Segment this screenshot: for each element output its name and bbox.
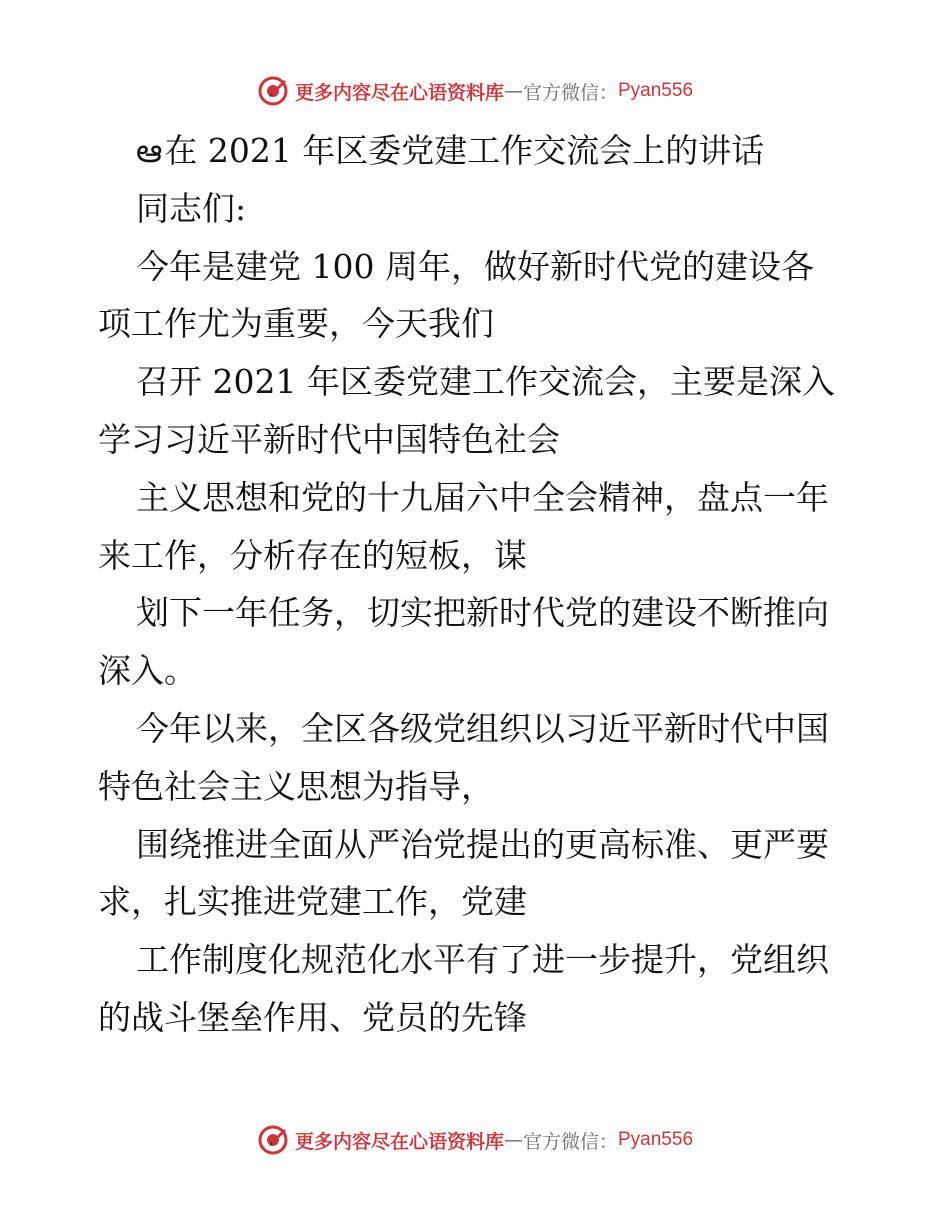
- paragraph-line: 今年是建党 100 周年，做好新时代党的建设各: [136, 246, 814, 286]
- paragraph-line: 划下一年任务，切实把新时代党的建设不断推向: [136, 593, 829, 633]
- paragraph-line: 来工作，分析存在的短板，谋: [98, 535, 527, 575]
- paragraph-line: 召开 2021 年区委党建工作交流会，主要是深入: [136, 362, 835, 402]
- title-symbol: ఆ: [136, 131, 163, 170]
- paragraph-line: 工作制度化规范化水平有了进一步提升，党组织: [136, 940, 829, 980]
- watermark-wechat-label: 官方微信：: [522, 1130, 618, 1153]
- document-title: [98, 122, 858, 180]
- watermark-footer: [0, 1120, 950, 1160]
- watermark-wechat-label: 官方微信：: [522, 81, 618, 104]
- paragraph-line: 求，扎实推进党建工作，党建: [98, 882, 527, 922]
- watermark-handle: Pyan556: [618, 80, 694, 101]
- paragraph-line: 的战斗堡垒作用、党员的先锋: [98, 997, 527, 1037]
- title-text: 在 2021 年区委党建工作交流会上的讲话: [164, 131, 765, 170]
- paragraph-line: 今年以来，全区各级党组织以习近平新时代中国: [136, 708, 829, 748]
- document-body: [98, 122, 858, 1047]
- paragraph-line: 深入。: [98, 651, 197, 691]
- salutation: 同志们:: [136, 188, 247, 228]
- watermark-dash: —: [503, 1129, 523, 1151]
- watermark-site: 更多内容尽在心语资料库: [294, 1130, 504, 1153]
- paragraph-line: 围绕推进全面从严治党提出的更高标准、更严要: [136, 824, 829, 864]
- paragraph-line: 学习习近平新时代中国特色社会: [98, 419, 560, 459]
- watermark-handle: Pyan556: [618, 1129, 694, 1150]
- watermark-dash: —: [503, 80, 523, 102]
- watermark-header: [0, 71, 950, 111]
- pen-logo-icon: [257, 75, 289, 107]
- paragraph-line: 主义思想和党的十九届六中全会精神，盘点一年: [136, 477, 829, 517]
- pen-logo-icon: [257, 1124, 289, 1156]
- paragraph-line: 特色社会主义思想为指导，: [98, 766, 494, 806]
- paragraph-line: 项工作尤为重要，今天我们: [98, 304, 494, 344]
- watermark-site: 更多内容尽在心语资料库: [294, 81, 504, 104]
